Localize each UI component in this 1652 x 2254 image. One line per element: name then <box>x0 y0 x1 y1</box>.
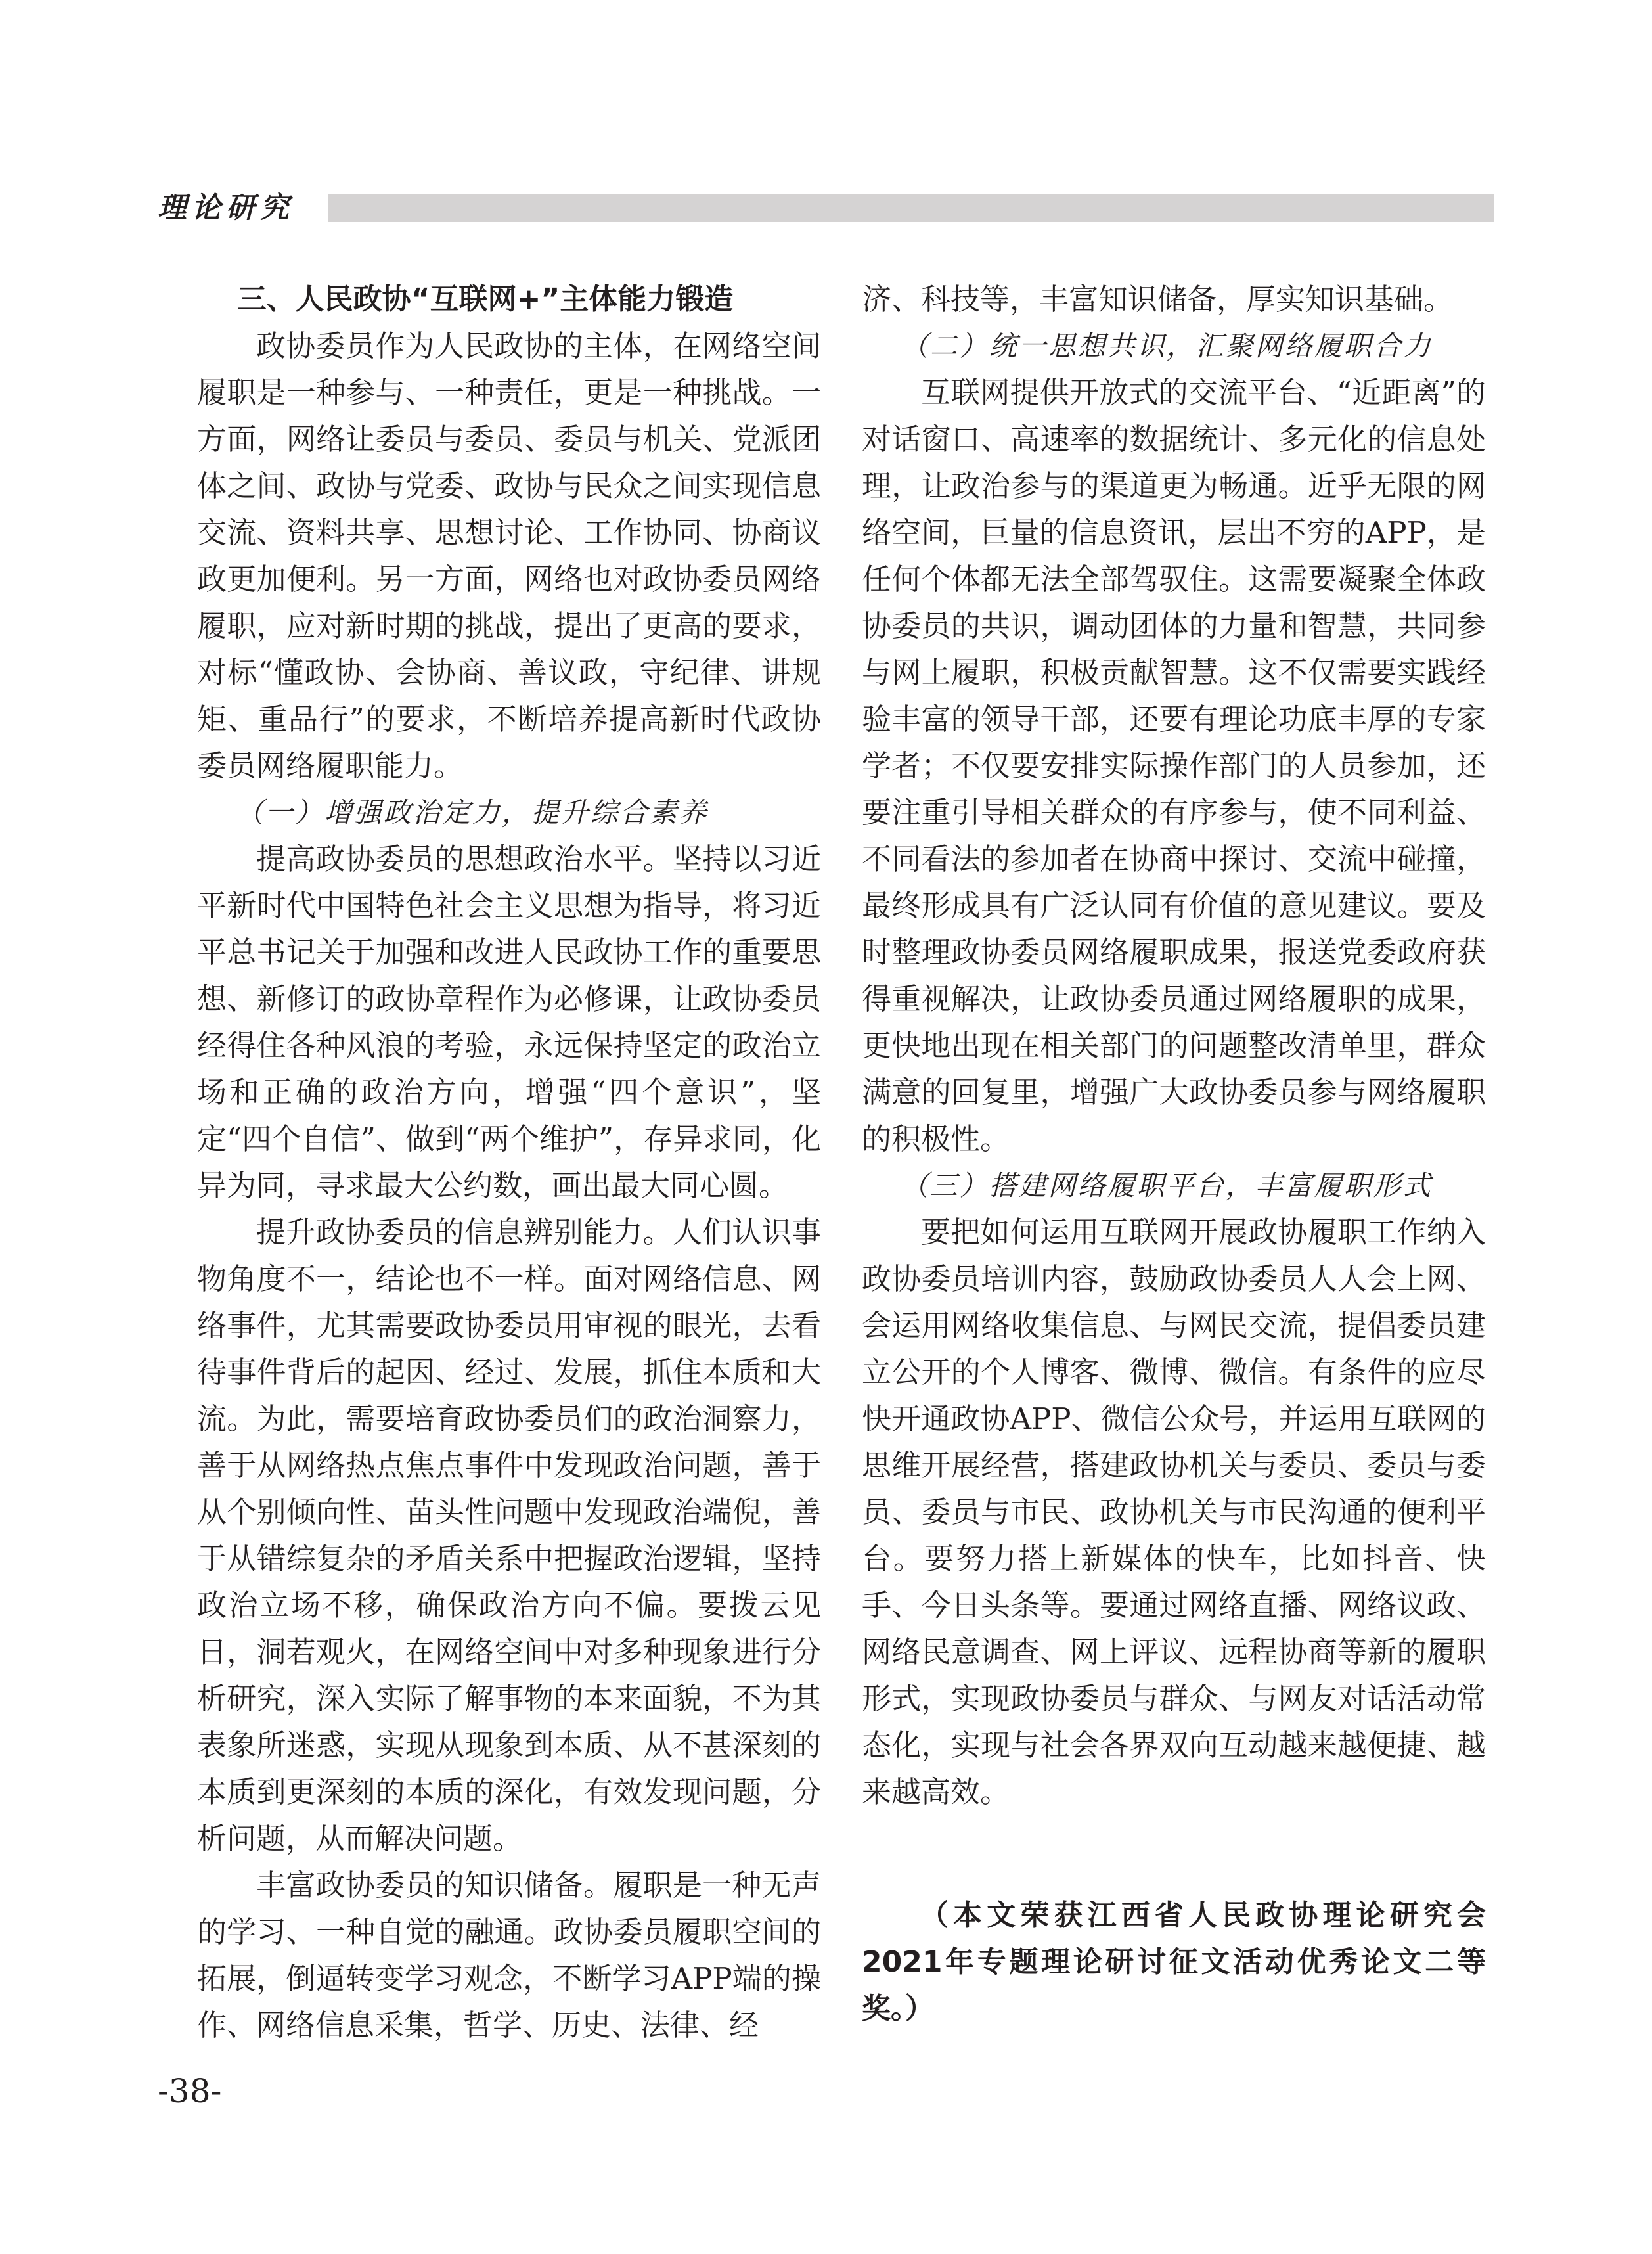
paragraph-knowledge-reserve: 丰富政协委员的知识储备。履职是一种无声的学习、一种自觉的融通。政协委员履职空间的拓展，倒逼转变学习观念，不断学习APP端的操作、网络信息采集，哲学、历史、法律、经 <box>197 1868 821 2042</box>
paragraph-platform: 要把如何运用互联网开展政协履职工作纳入政协委员培训内容，鼓励政协委员人人会上网、会运用网络收集信息、与网民交流，提倡委员建立公开的个人博客、微博、微信。有条件的应尽快开通政协APP、微信公众号，并运用互联网的思维开展经营，搭建政协机关与委员、委员与委员、委员与市民、政协机关与市民沟通的便利平台。要努力搭上新媒体的快车，比如抖音、快手、今日头条等。要通过网络直播、网络议政、网络民意调查、网上评议、远程协商等新的履职形式，实现政协委员与群众、与网友对话活动常态化，实现与社会各界双向互动越来越便捷、越来越高效。 <box>862 1215 1486 1809</box>
section-heading: 三、人民政协“互联网+”主体能力锻造 <box>237 282 734 316</box>
left-column <box>197 276 821 2048</box>
page-number: -38- <box>158 2072 222 2110</box>
right-column <box>862 276 1486 1815</box>
award-note: （本文荣获江西省人民政协理论研究会2021年专题理论研讨征文活动优秀论文二等奖。） <box>862 1899 1486 2025</box>
section-label: 理论研究 <box>158 191 294 225</box>
intro-paragraph: 政协委员作为人民政协的主体，在网络空间履职是一种参与、一种责任，更是一种挑战。一方面，网络让委员与委员、委员与机关、党派团体之间、政协与党委、政协与民众之间实现信息交流、资料共享、思想讨论、工作协同、协商议政更加便利。另一方面，网络也对政协委员网络履职，应对新时期的挑战，提出了更高的要求，对标“懂政协、会协商、善议政，守纪律、讲规矩、重品行”的要求，不断培养提高新时代政协委员网络履职能力。 <box>197 328 821 783</box>
subheading-2: （二）统一思想共识，汇聚网络履职合力 <box>900 330 1433 362</box>
header-bar <box>328 194 1494 222</box>
paragraph-consensus: 互联网提供开放式的交流平台、“近距离”的对话窗口、高速率的数据统计、多元化的信息处理，让政治参与的渠道更为畅通。近乎无限的网络空间，巨量的信息资讯，层出不穷的APP，是任何个体都无法全部驾驭住。这需要凝聚全体政协委员的共识，调动团体的力量和智慧，共同参与网上履职，积极贡献智慧。这不仅需要实践经验丰富的领导干部，还要有理论功底丰厚的专家学者；不仅要安排实际操作部门的人员参加，还要注重引导相关群众的有序参与，使不同利益、不同看法的参加者在协商中探讨、交流中碰撞，最终形成具有广泛认同有价值的意见建议。要及时整理政协委员网络履职成果，报送党委政府获得重视解决，让政协委员通过网络履职的成果，更快地出现在相关部门的问题整改清单里，群众满意的回复里，增强广大政协委员参与网络履职的积极性。 <box>862 375 1486 1156</box>
subheading-1: （一）增强政治定力，提升综合素养 <box>235 796 709 828</box>
paragraph-knowledge-reserve-continued: 济、科技等，丰富知识储备，厚实知识基础。 <box>862 282 1454 317</box>
paragraph-information-discernment: 提升政协委员的信息辨别能力。人们认识事物角度不一，结论也不一样。面对网络信息、网络事件，尤其需要政协委员用审视的眼光，去看待事件背后的起因、经过、发展，抓住本质和大流。为此，需要培育政协委员们的政治洞察力，善于从网络热点焦点事件中发现政治问题，善于从个别倾向性、苗头性问题中发现政治端倪，善于从错综复杂的矛盾关系中把握政治逻辑，坚持政治立场不移，确保政治方向不偏。要拨云见日，洞若观火，在网络空间中对多种现象进行分析研究，深入实际了解事物的本来面貌，不为其表象所迷惑，实现从现象到本质、从不甚深刻的本质到更深刻的本质的深化，有效发现问题，分析问题，从而解决问题。 <box>197 1215 821 1856</box>
paragraph-political-level: 提高政协委员的思想政治水平。坚持以习近平新时代中国特色社会主义思想为指导，将习近平总书记关于加强和改进人民政协工作的重要思想、新修订的政协章程作为必修课，让政协委员经得住各种风浪的考验，永远保持坚定的政治立场和正确的政治方向，增强“四个意识”，坚定“四个自信”、做到“两个维护”，存异求同，化异为同，寻求最大公约数，画出最大同心圆。 <box>197 842 821 1203</box>
subheading-3: （三）搭建网络履职平台，丰富履职形式 <box>900 1169 1433 1202</box>
